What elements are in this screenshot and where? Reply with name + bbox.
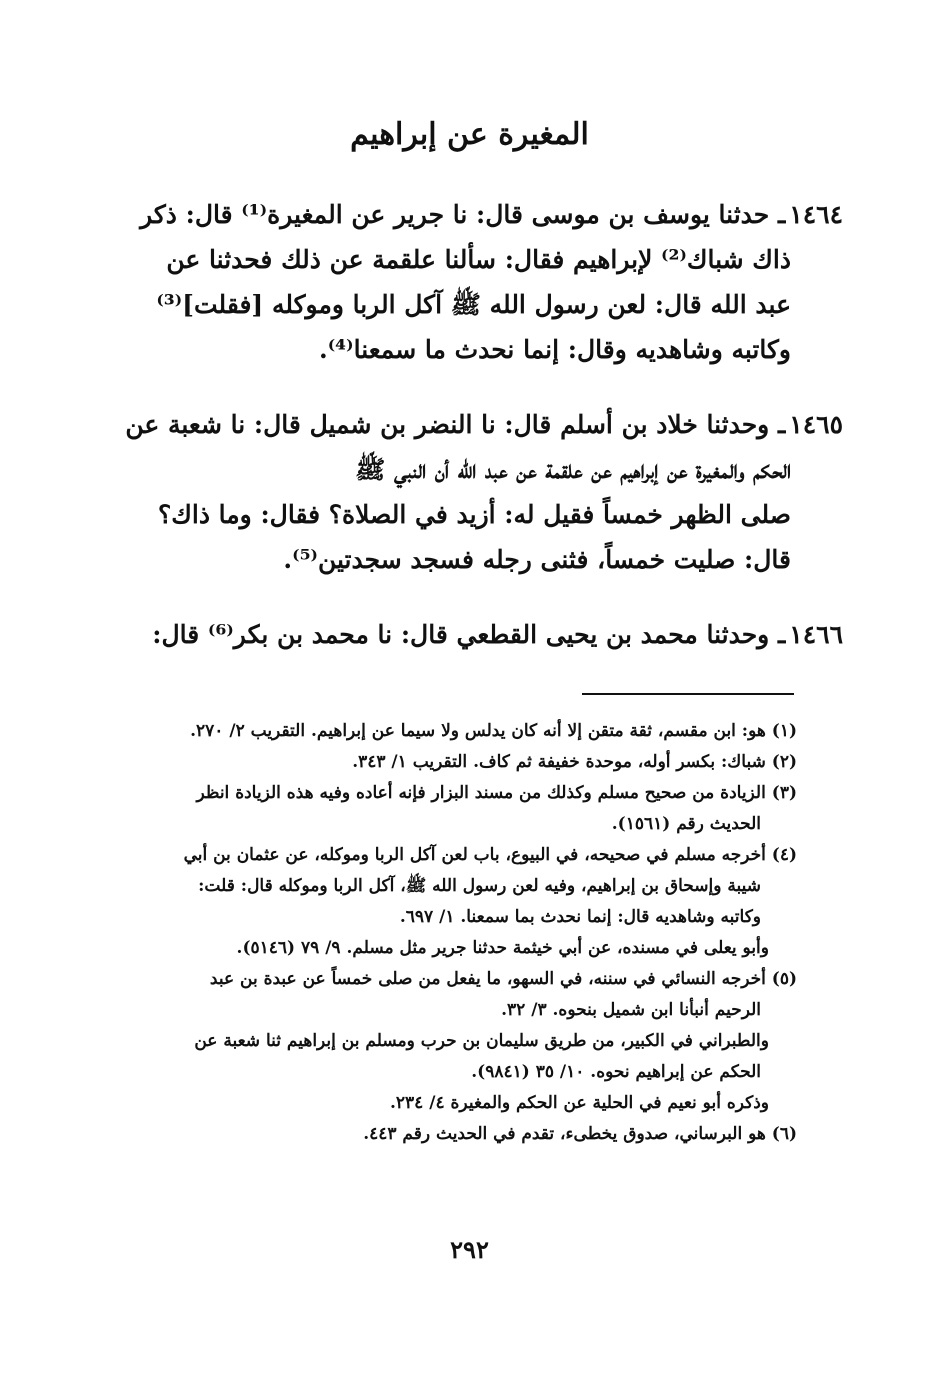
hadith-line: قال: صليت خمساً، فثنى رجله فسجد سجدتين⁽⁵⁾. (283, 545, 791, 574)
hadith-line: صلى الظهر خمساً فقيل له: أزيد في الصلاة؟ فقال: وما ذاك؟ (158, 500, 791, 529)
hadith-line: ذاك شباك⁽²⁾ لإبراهيم فقال: سألنا علقمة عن ذلك فحدثنا عن (166, 245, 791, 274)
footnote-4: (٤) أخرجه مسلم في صحيحه، في البيوع، باب لعن آكل الربا وموكله، عن عثمان بن أبي شيبة وإسحاق بن إبراهيم، وفيه لعن رسول الله ﷺ، آكل الربا وموكله قال: قلت: وكاتبه وشاهديه قال: إنما نحدث بما سمعنا. ١/ ٦٩٧. وأبو يعلى في مسنده، عن أبي خيثمة حدثنا جرير مثل مسلم. ٩/ ٧٩ (٥١٤٦). (183, 845, 797, 958)
footnote-marker: (٤) (771, 845, 797, 865)
hadith-line: ١٤٦٤ـ حدثنا يوسف بن موسى قال: نا جرير عن المغيرة⁽¹⁾ قال: ذكر (140, 200, 843, 229)
footnotes (97, 716, 797, 1150)
footnote-marker: (٥) (771, 969, 797, 989)
footnote-5: (٥) أخرجه النسائي في سننه، في السهو، ما يفعل من صلى خمساً عن عبدة بن عبد الرحيم أنبأنا ابن شميل بنحوه. ٣/ ٣٢. والطبراني في الكبير، من طريق سليمان بن حرب ومسلم بن إبراهيم ثنا شعبة عن الحكم عن إبراهيم نحوه. ١٠/ ٣٥ (٩٨٤١). وذكره أبو نعيم في الحلية عن الحكم والمغيرة ٤/ ٢٣٤. (194, 969, 797, 1113)
footnote-marker: (٢) (771, 752, 797, 772)
hadith-line: ١٤٦٦ـ وحدثنا محمد بن يحيى القطعي قال: نا محمد بن بكر⁽⁶⁾ قال: (152, 620, 843, 649)
footnote-marker: (٦) (771, 1124, 797, 1144)
footnote-2: (٢) شباك: بكسر أوله، موحدة خفيفة ثم كاف. التقريب ١/ ٣٤٣. (352, 752, 797, 772)
hadith-line: وكاتبه وشاهديه وقال: إنما نحدث ما سمعنا⁽⁴⁾. (319, 335, 791, 364)
footnote-marker: (٣) (771, 783, 797, 803)
hadith-number: ١٤٦٥ (789, 410, 843, 439)
page-number: ٢٩٢ (450, 1235, 489, 1264)
footnote-3: (٣) الزيادة من صحيح مسلم وكذلك من مسند البزار فإنه أعاده وفيه هذه الزيادة انظر الحديث رقم (١٥٦١). (196, 783, 797, 834)
footnote-1: (١) هو: ابن مقسم، ثقة متقن إلا أنه كان يدلس ولا سيما عن إبراهيم. التقريب ٢/ ٢٧٠. (190, 721, 797, 741)
hadith-line: عبد الله قال: لعن رسول الله ﷺ آكل الربا وموكله [فقلت]⁽³⁾ (156, 290, 791, 319)
hadith-1464 (140, 192, 843, 372)
hadith-1465 (125, 402, 843, 582)
footnote-marker: (١) (771, 721, 797, 741)
hadith-number: ١٤٦٦ (789, 620, 843, 649)
footnote-divider (582, 693, 794, 695)
hadith-line: ١٤٦٥ـ وحدثنا خلاد بن أسلم قال: نا النضر بن شميل قال: نا شعبة عن (125, 410, 843, 439)
page-title: المغيرة عن إبراهيم (350, 117, 589, 152)
hadith-1466 (146, 612, 843, 657)
hadith-line: الحكم والمغيرة عن إبراهيم عن علقمة عن عبد الله أن النبي ﷺ (355, 455, 791, 484)
footnote-6: (٦) هو البرساني، صدوق يخطىء، تقدم في الحديث رقم ٤٤٣. (363, 1124, 797, 1144)
hadith-number: ١٤٦٤ (789, 200, 843, 229)
